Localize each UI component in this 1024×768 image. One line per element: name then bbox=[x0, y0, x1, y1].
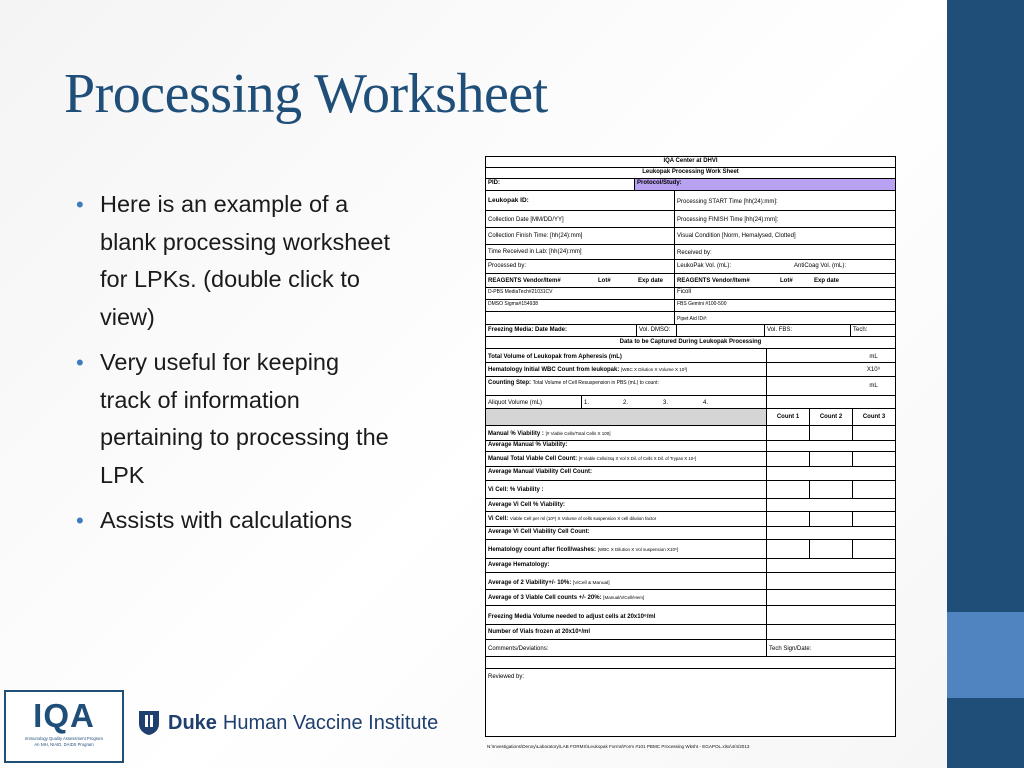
ws-reagent-dpbs: D-PBS MediaTech#21031CV bbox=[488, 289, 553, 295]
duke-shield-icon bbox=[138, 710, 160, 736]
duke-institute: Human Vaccine Institute bbox=[222, 711, 439, 734]
ws-received-by: Received by: bbox=[674, 245, 895, 259]
ws-header-1: IQA Center at DHVI bbox=[663, 158, 718, 164]
duke-name: Duke bbox=[168, 711, 217, 734]
ws-pipet-aid: Pipet Aid ID#: bbox=[674, 312, 895, 324]
ws-proc-start: Processing START Time [hh(24):mm]: bbox=[674, 191, 895, 210]
ws-freezing-media: Freezing Media: Date Made: bbox=[488, 327, 568, 333]
ws-time-received: Time Received in Lab: [hh(24):mm] bbox=[488, 249, 582, 255]
ws-collection-finish: Collection Finish Time: [hh(24):mm] bbox=[488, 233, 583, 239]
ws-anticoag-vol: AntiCoag Vol. (mL): bbox=[794, 263, 847, 269]
ws-reagents-header: REAGENTS Vendor/Item# bbox=[488, 278, 561, 284]
slide-title: Processing Worksheet bbox=[64, 63, 548, 125]
ws-visual-condition: Visual Condition [Norm, Hemalysed, Clotted] bbox=[674, 228, 895, 244]
ws-leukopak-vol: LeukoPak Vol. (mL): bbox=[674, 260, 792, 273]
iqa-logo: IQA Immunology Quality Assessment Program An NIH, NIAID, DAIDS Program bbox=[4, 690, 124, 763]
bullet-item: • Assists with calculations bbox=[74, 502, 392, 540]
ws-tech-sign: Tech Sign/Date: bbox=[766, 640, 895, 656]
worksheet-image[interactable]: IQA Center at DHVI Leukopak Processing Work Sheet PID: Protocol/Study: Leukopak ID: Processing START Time [hh(24):mm]: Collection Date [MM/DD/YY] Processing FINISH Time [hh(24):mm]: Collection Finish Time: [hh(24):mm] Visual Condition [Norm, Hemalysed, Clotted] Time Received in Lab: [hh(24):mm] Received by: Processed by: LeukoPak Vol. (mL): AntiCoag Vol. (mL): REAGENTS Vendor/Item# Lot# Exp date REAGENTS Vendor/Item# Lot# Exp date D-PBS MediaTech#21031CV Ficoll DMSO Sigma#154938 FBS Gemini #100-500 Pipet Aid ID#: Freezing Media: Date Made: Vol. DMSO: Vol. FBS: Tech: Data to be Captured During Leukopak Processing Total Volume of Leukopak from Apheresis (mL) mL Hematology Initial WBC Count from leukopak: [WBC X Dilution X Volume X 10³] X10⁹ Counting Step: Total Volume of Cell Resuspension in PBS (mL) to count: mL Aliquot Volume (mL) 1. 2. 3. 4. Count 1 Count 2 Count 3 Manual % Viability : [# Viable Cells/Total Cells X 100] Average Manual % Viability: Manual Total Viable Cell Count: [# Viable Cells/4sq X Vol X Dil. of Cells X Dil. of Trypan X 10⁴] Average Manual Viability Cell Count: Vi Cell: % Viability : Average Vi Cell % Viability: Vi Cell: Viable Cell per ml (10⁶) X Volume of cells suspension X cell dilution factor Average Vi Cell Viability Cell Count: Hematology count after ficoll/washes: [WBC X Dilution X Vol suspension X10⁶] Average Hematology: Average of 2 Viability+/- 10%: [ViCell & Manual] Average of 3 Viable Cell counts +/- 20%: [Manual/ViCell/Hem] Freezing Media Volume needed to adjust cells at 20x10⁶/ml Number of Vials frozen at 20x10⁶/ml Comments/Deviations: Tech Sign/Date: Reviewed by: bbox=[485, 156, 896, 737]
right-accent-band bbox=[947, 0, 1024, 768]
bullet-dot-icon: • bbox=[76, 508, 84, 533]
ws-comments: Comments/Deviations: bbox=[488, 646, 549, 652]
ws-vol-fbs: Vol. FBS: bbox=[764, 325, 850, 336]
ws-pid: PID: bbox=[488, 180, 500, 186]
bullet-item: • Very useful for keeping track of information pertaining to processing the LPK bbox=[74, 344, 392, 494]
bullet-dot-icon: • bbox=[76, 192, 84, 217]
duke-logo bbox=[138, 708, 438, 738]
ws-protocol: Protocol/Study: bbox=[634, 179, 895, 190]
ws-aliquot-volume: Aliquot Volume (mL) bbox=[488, 400, 543, 406]
ws-tech: Tech: bbox=[850, 325, 895, 336]
ws-exp-header-r: Exp date bbox=[814, 278, 840, 284]
ws-proc-finish: Processing FINISH Time [hh(24):mm]: bbox=[674, 211, 895, 227]
ws-processed-by: Processed by: bbox=[488, 263, 527, 269]
ws-leukopak-id: Leukopak ID: bbox=[488, 197, 529, 204]
worksheet-footer-path: N:\Investigations\Denny\Laboratory\LAB FORMS\Leukopak Forms\Form #101 PBMC Processing Wksht - EGAPOL.xlsx\4/4/2013 bbox=[487, 744, 750, 749]
ws-data-captured: Data to be Captured During Leukopak Processing bbox=[619, 339, 762, 345]
ws-reviewed-by: Reviewed by: bbox=[488, 674, 525, 680]
ws-unit-x10: X10⁹ bbox=[866, 367, 881, 373]
ws-unit-ml-2: mL bbox=[869, 383, 878, 389]
right-accent-band-light bbox=[947, 612, 1024, 698]
ws-header-2: Leukopak Processing Work Sheet bbox=[642, 169, 739, 175]
bullet-item: • Here is an example of a blank processing worksheet for LPKs. (double click to view) bbox=[74, 186, 392, 336]
ws-vol-dmso: Vol. DMSO: bbox=[636, 325, 676, 336]
ws-lot-header-r: Lot# bbox=[780, 278, 793, 284]
right-accent-band-bottom bbox=[947, 698, 1024, 768]
ws-reagent-ficoll: Ficoll bbox=[674, 288, 895, 299]
ws-blank bbox=[486, 312, 674, 324]
ws-unit-ml: mL bbox=[869, 354, 878, 360]
ws-reagents-header-r: REAGENTS Vendor/Item# bbox=[674, 274, 778, 287]
iqa-logo-text: IQA bbox=[33, 697, 95, 734]
ws-total-volume: Total Volume of Leukopak from Apheresis (mL) bbox=[488, 354, 622, 360]
bullet-dot-icon: • bbox=[76, 350, 84, 375]
ws-reagent-dmso: DMSO Sigma#154938 bbox=[488, 301, 539, 307]
ws-blank-dmso bbox=[676, 325, 764, 336]
ws-exp-header: Exp date bbox=[638, 278, 664, 284]
ws-lot-header: Lot# bbox=[598, 278, 611, 284]
ws-collection-date: Collection Date [MM/DD/YY] bbox=[488, 217, 564, 223]
bullet-list bbox=[74, 186, 392, 548]
ws-reagent-fbs: FBS Gemini #100-500 bbox=[674, 300, 895, 311]
